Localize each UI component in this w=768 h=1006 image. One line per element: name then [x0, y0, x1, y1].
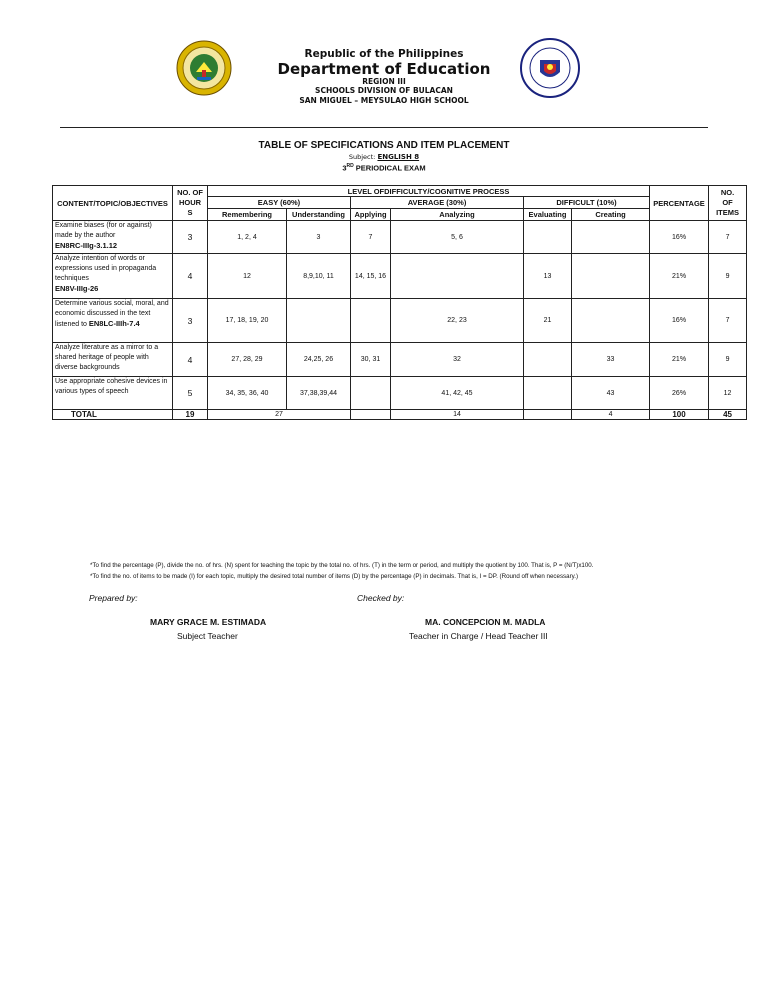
division-line: SCHOOLS DIVISION OF BULACAN [315, 86, 453, 95]
row-analyzing [391, 254, 524, 299]
row-hours: 5 [173, 377, 208, 410]
header-average: AVERAGE (30%) [351, 197, 524, 209]
table-row [53, 254, 747, 299]
row-hours: 4 [173, 254, 208, 299]
row-understanding: 3 [287, 221, 351, 254]
subject-line [0, 153, 768, 161]
school-line: SAN MIGUEL – MEYSULAO HIGH SCHOOL [299, 96, 469, 105]
header-divider [60, 127, 708, 128]
header-content: CONTENT/TOPIC/OBJECTIVES [53, 186, 173, 221]
header-analyzing: Analyzing [391, 209, 524, 221]
total-row [53, 410, 747, 420]
row-topic: Analyze literature as a mirror to a shared heritage of people with diverse backgrounds [53, 343, 173, 377]
row-remembering: 27, 28, 29 [208, 343, 287, 377]
row-evaluating [524, 377, 572, 410]
table-row [53, 299, 747, 343]
header-items: NO. OF ITEMS [709, 186, 747, 221]
row-hours: 3 [173, 299, 208, 343]
total-percentage: 100 [650, 410, 709, 420]
total-label: TOTAL [53, 410, 173, 420]
row-percentage: 21% [650, 254, 709, 299]
header-remembering: Remembering [208, 209, 287, 221]
header-applying: Applying [351, 209, 391, 221]
row-creating: 43 [572, 377, 650, 410]
row-applying [351, 299, 391, 343]
row-topic: Determine various social, moral, and economic discussed in the text listened to EN8LC-IIIh-7.4 [53, 299, 173, 343]
footnote-items: *To find the no. of items to be made (I) for each topic, multiply the desired total number of items (D) by the percentage (P) in decimals. That is, I = DP. (Round off when necessary.) [90, 572, 579, 580]
department-line: Department of Education [277, 60, 491, 78]
region-line: REGION III [362, 77, 406, 86]
total-hours: 19 [173, 410, 208, 420]
row-creating [572, 221, 650, 254]
total-average: 14 [391, 410, 524, 420]
row-evaluating [524, 343, 572, 377]
checker-name: MA. CONCEPCION M. MADLA [425, 617, 546, 627]
header-evaluating: Evaluating [524, 209, 572, 221]
subject-label: Subject: [348, 153, 376, 161]
header-hours: NO. OF HOUR S [173, 186, 208, 221]
row-analyzing: 41, 42, 45 [391, 377, 524, 410]
table-row [53, 343, 747, 377]
header-percentage: PERCENTAGE [650, 186, 709, 221]
row-understanding: 24,25, 26 [287, 343, 351, 377]
row-hours: 3 [173, 221, 208, 254]
header-understanding: Understanding [287, 209, 351, 221]
header-easy: EASY (60%) [208, 197, 351, 209]
republic-line: Republic of the Philippines [304, 48, 464, 60]
row-creating: 33 [572, 343, 650, 377]
row-remembering: 1, 2, 4 [208, 221, 287, 254]
row-remembering: 12 [208, 254, 287, 299]
row-analyzing: 5, 6 [391, 221, 524, 254]
row-creating [572, 254, 650, 299]
row-applying: 30, 31 [351, 343, 391, 377]
row-percentage: 21% [650, 343, 709, 377]
row-analyzing: 22, 23 [391, 299, 524, 343]
total-difficult: 4 [572, 410, 650, 420]
total-easy: 27 [208, 410, 351, 420]
row-hours: 4 [173, 343, 208, 377]
checker-title: Teacher in Charge / Head Teacher III [409, 631, 548, 641]
row-items: 12 [709, 377, 747, 410]
preparer-title: Subject Teacher [177, 631, 238, 641]
exam-name: PERIODICAL EXAM [353, 163, 426, 173]
row-remembering: 17, 18, 19, 20 [208, 299, 287, 343]
row-percentage: 16% [650, 299, 709, 343]
row-applying: 7 [351, 221, 391, 254]
row-creating [572, 299, 650, 343]
subject-value: ENGLISH 8 [377, 153, 420, 161]
row-analyzing: 32 [391, 343, 524, 377]
row-topic: Analyze intention of words or expressions used in propaganda techniques EN8V-IIIg-26 [53, 254, 173, 299]
row-topic: Examine biases (for or against) made by the author EN8RC-IIIg-3.1.12 [53, 221, 173, 254]
row-items: 7 [709, 221, 747, 254]
total-items: 45 [709, 410, 747, 420]
row-applying [351, 377, 391, 410]
row-understanding: 37,38,39,44 [287, 377, 351, 410]
footnotes [90, 561, 593, 582]
table-row [53, 377, 747, 410]
row-topic: Use appropriate cohesive devices in various types of speech [53, 377, 173, 410]
row-percentage: 26% [650, 377, 709, 410]
footnote-percentage: *To find the percentage (P), divide the no. of hrs. (N) spent for teaching the topic by the total no. of hrs. (T) in the term or period, and multiply the quotient by 100. That is, P = (N/T)x100. [90, 562, 594, 569]
exam-number: 3 [342, 163, 347, 173]
competency-code: EN8V-IIIg-26 [55, 284, 99, 293]
row-remembering: 34, 35, 36, 40 [208, 377, 287, 410]
row-evaluating: 21 [524, 299, 572, 343]
checked-by-label: Checked by: [357, 593, 405, 603]
row-understanding: 8,9,10, 11 [287, 254, 351, 299]
row-percentage: 16% [650, 221, 709, 254]
row-evaluating [524, 221, 572, 254]
row-items: 9 [709, 254, 747, 299]
row-evaluating: 13 [524, 254, 572, 299]
header-creating: Creating [572, 209, 650, 221]
row-items: 9 [709, 343, 747, 377]
preparer-name: MARY GRACE M. ESTIMADA [150, 617, 267, 627]
competency-code: EN8RC-IIIg-3.1.12 [55, 241, 118, 250]
header-level: LEVEL OFDIFFICULTY/COGNITIVE PROCESS [208, 186, 650, 197]
row-understanding [287, 299, 351, 343]
prepared-by-label: Prepared by: [89, 593, 138, 603]
header-difficult: DIFFICULT (10%) [524, 197, 650, 209]
exam-line [0, 163, 768, 173]
total-applying-blank [351, 410, 391, 420]
document-title: TABLE OF SPECIFICATIONS AND ITEM PLACEMENT [258, 140, 510, 151]
competency-code: EN8LC-IIIh-7.4 [88, 319, 140, 328]
specification-table [52, 185, 747, 420]
table-row [53, 221, 747, 254]
row-items: 7 [709, 299, 747, 343]
row-applying: 14, 15, 16 [351, 254, 391, 299]
exam-superscript: RD [346, 163, 354, 169]
total-evaluating-blank [524, 410, 572, 420]
